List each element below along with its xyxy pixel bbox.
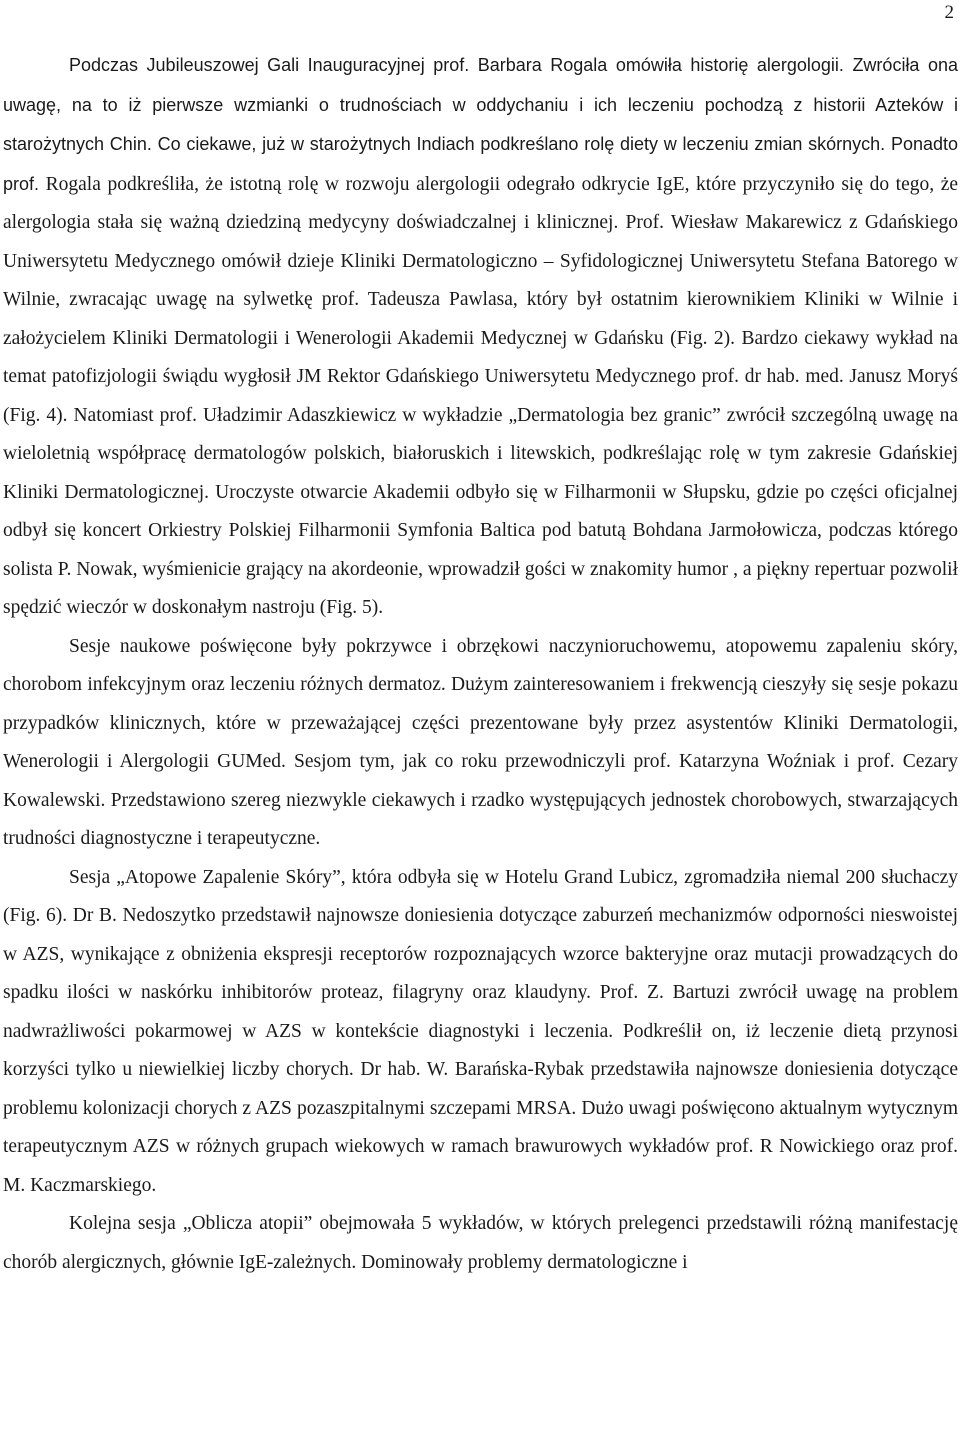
paragraph-faces-of-atopy-session — [3, 1205, 958, 1282]
text-run-serif: Sesja „Atopowe Zapalenie Skóry”, która odbyła się w Hotelu Grand Lubicz, zgromadziła niemal 200 słuchaczy (Fig. 6). Dr B. Nedoszytko przedstawił najnowsze doniesienia dotyczące zaburzeń mechanizmów odporności nieswoistej w AZS, wynikające z obniżenia ekspresji receptorów rozpoznających wzorce bakteryjne oraz mutacji prowadzących do spadku ilości w naskórku inhibitorów proteaz, filagryny oraz klaudyny. Prof. Z. Bartuzi zwrócił uwagę na problem nadwrażliwości pokarmowej w AZS w kontekście diagnostyki i leczenia. Podkreślił on, iż leczenie dietą przynosi korzyści tylko u niewielkiej liczby chorych. Dr hab. W. Barańska-Rybak przedstawiła najnowsze doniesienia dotyczące problemu kolonizacji chorych z AZS pozaszpitalnymi szczepami MRSA. Dużo uwagi poświęcono aktualnym wytycznym terapeutycznym AZS w różnych grupach wiekowych w ramach brawurowych wykładów prof. R Nowickiego oraz prof. M. Kaczmarskiego. — [3, 866, 958, 1196]
text-run-serif: Rogala podkreśliła, że istotną rolę w rozwoju alergologii odegrało odkrycie IgE, które przyczyniło się do tego, że alergologia stała się ważną dziedziną medycyny doświadczalnej i klinicznej. Prof. Wiesław Makarewicz z Gdańskiego Uniwersytetu Medycznego omówił dzieje Kliniki Dermatologiczno – Syfidologicznej Uniwersytetu Stefana Batorego w Wilnie, zwracając uwagę na sylwetkę prof. Tadeusza Pawlasa, który był ostatnim kierownikiem Kliniki w Wilnie i założycielem Kliniki Dermatologii i Wenerologii Akademii Medycznej w Gdańsku (Fig. 2). Bardzo ciekawy wykład na temat patofizjologii świądu wygłosił JM Rektor Gdańskiego Uniwersytetu Medycznego prof. dr hab. med. Janusz Moryś (Fig. 4). Natomiast prof. Uładzimir Adaszkiewicz w wykładzie „Dermatologia bez granic” zwrócił szczególną uwagę na wieloletnią współpracę dermatologów polskich, białoruskich i litewskich, podkreślając rolę w tym zakresie Gdańskiej Kliniki Dermatologicznej. Uroczyste otwarcie Akademii odbyło się w Filharmonii w Słupsku, gdzie po części oficjalnej odbył się koncert Orkiestry Polskiej Filharmonii Symfonia Baltica pod batutą Bohdana Jarmołowicza, podczas którego solista P. Nowak, wyśmienicie grający na akordeonie, wprowadził gości w znakomity humor , a piękny repertuar pozwolił spędzić wieczór w doskonałym nastroju (Fig. 5). — [3, 173, 958, 618]
paragraph-atopic-dermatitis-session — [3, 859, 958, 1206]
article-body — [3, 46, 958, 1282]
text-run-sans: Podczas Jubileuszowej Gali Inauguracyjnej prof. Barbara Rogala omówiła historię alergologii. Zwróciła ona uwagę, na to iż pierwsze wzmianki o trudnościach w oddychaniu i ich leczeniu pochodzą z historii Azteków i starożytnych Chin. Co ciekawe, już w starożytnych Indiach podkreślano rolę diety w leczeniu zmian skórnych. Ponadto prof. — [3, 55, 958, 194]
text-run-serif: Kolejna sesja „Oblicza atopii” obejmowała 5 wykładów, w których prelegenci przedstawili różną manifestację chorób alergicznych, głównie IgE-zależnych. Dominowały problemy dermatologiczne i — [3, 1213, 958, 1273]
paragraph-gala-inauguration — [3, 46, 958, 628]
page-number: 2 — [944, 2, 954, 23]
paragraph-scientific-sessions — [3, 628, 958, 859]
text-run-serif: Sesje naukowe poświęcone były pokrzywce i obrzękowi naczynioruchowemu, atopowemu zapaleniu skóry, chorobom infekcyjnym oraz leczeniu różnych dermatoz. Dużym zainteresowaniem i frekwencją cieszyły się sesje pokazu przypadków klinicznych, które w przeważającej części prezentowane były przez asystentów Kliniki Dermatologii, Wenerologii i Alergologii GUMed. Sesjom tym, jak co roku przewodniczyli prof. Katarzyna Woźniak i prof. Cezary Kowalewski. Przedstawiono szereg niezwykle ciekawych i rzadko występujących jednostek chorobowych, stwarzających trudności diagnostyczne i terapeutyczne. — [3, 635, 958, 849]
